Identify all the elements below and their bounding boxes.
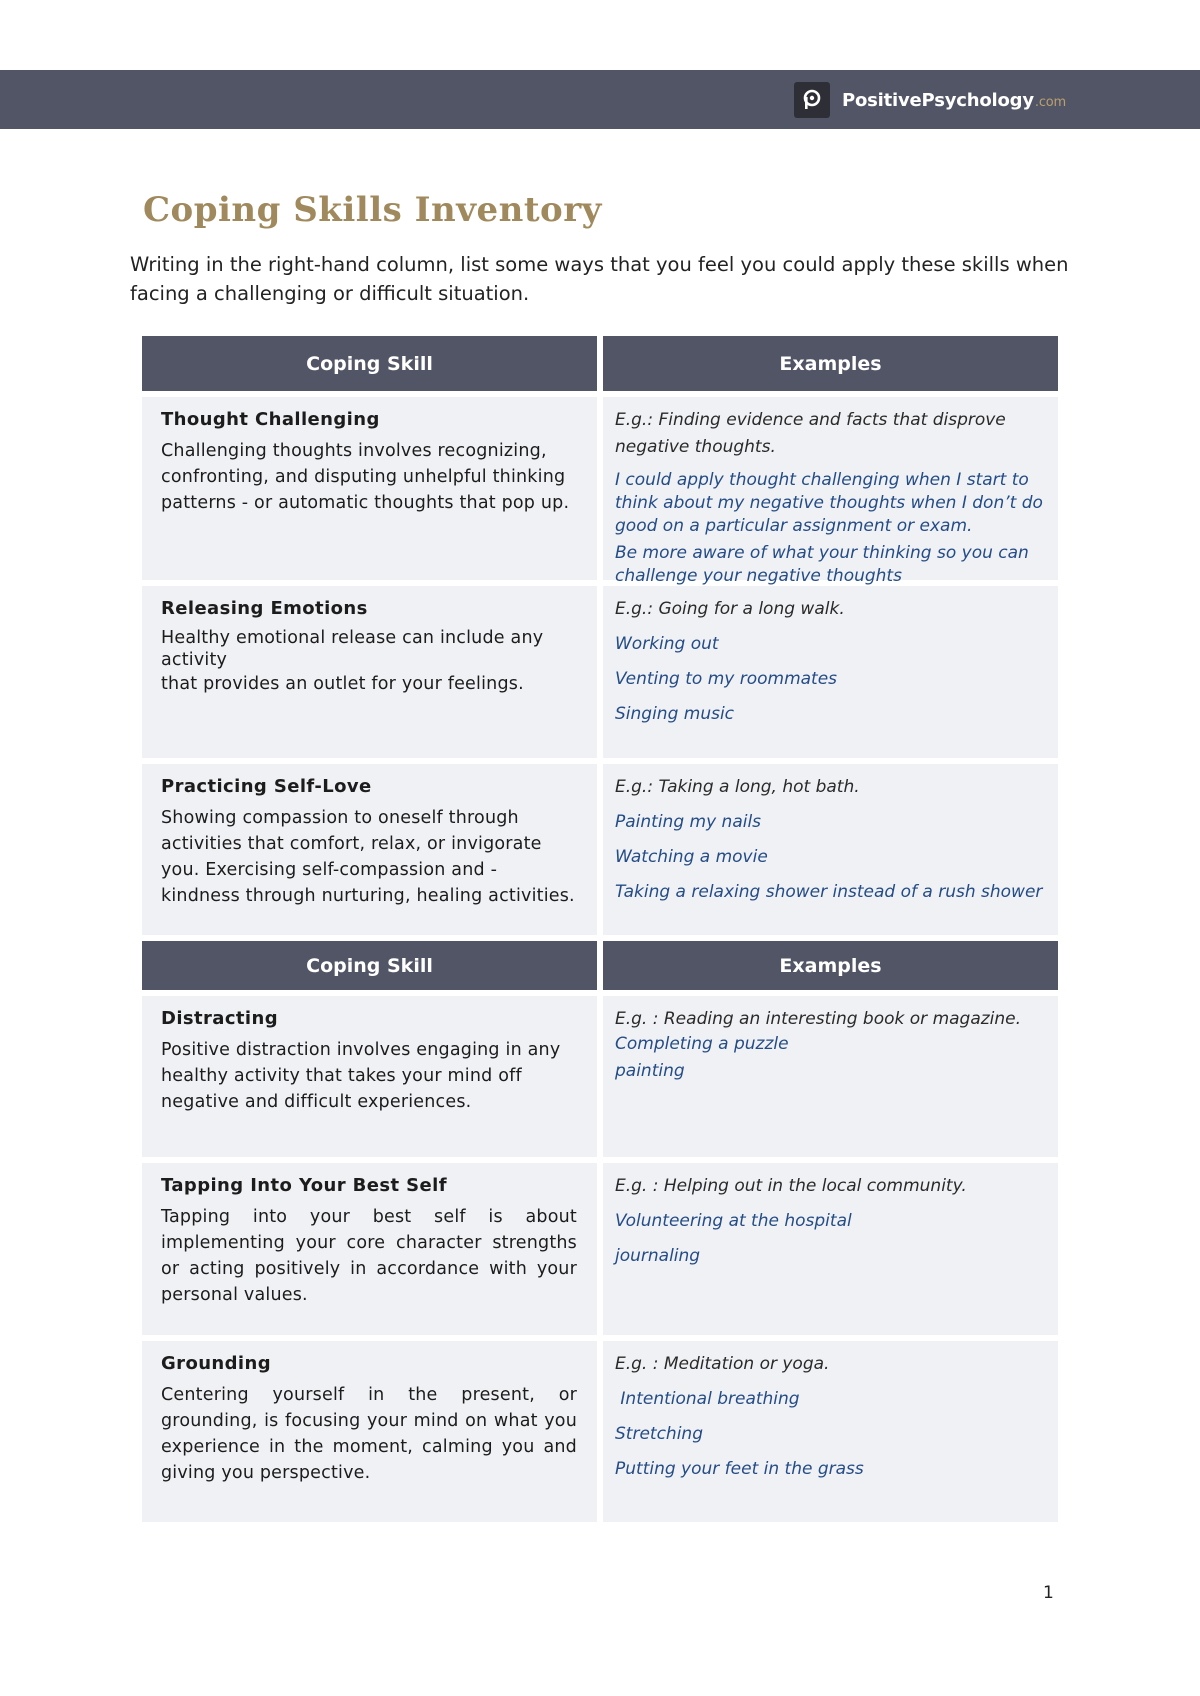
brand-name: PositivePsychology.com	[842, 89, 1066, 111]
skill-cell	[142, 586, 597, 758]
examples-cell[interactable]	[603, 1163, 1058, 1335]
intro-text: Writing in the right-hand column, list some ways that you feel you could apply these skills when facing a challenging or difficult situation.	[130, 253, 1069, 305]
table-row	[142, 1163, 1058, 1335]
page-title: Coping Skills Inventory	[143, 190, 602, 230]
table-row	[142, 586, 1058, 758]
answer-text: Working out	[615, 634, 719, 654]
skill-description: Challenging thoughts involves recognizing, confronting, and disputing unhelpful thinking patterns - or automatic thoughts that pop up.	[161, 441, 570, 513]
skill-name: Distracting	[161, 1008, 278, 1029]
skill-cell	[142, 1163, 597, 1335]
example-prompt: E.g. : Meditation or yoga.	[615, 1354, 830, 1374]
answer-text: I could apply thought challenging when I start to think about my negative thoughts when I don’t do good on a particular assignment or exam.	[615, 470, 1043, 536]
positive-psychology-logo-icon	[794, 82, 830, 118]
skill-description: Showing compassion to oneself through activities that comfort, relax, or invigorate you. Exercising self-compassion and -kindness through nurturing, healing activities.	[161, 808, 575, 906]
coping-skills-table	[142, 336, 1058, 1528]
skill-cell	[142, 996, 597, 1157]
skill-name: Releasing Emotions	[161, 598, 368, 619]
table-header-row	[142, 336, 1058, 391]
skill-name: Grounding	[161, 1353, 272, 1374]
answer-text: journaling	[615, 1246, 701, 1266]
answer-text: Putting your feet in the grass	[615, 1459, 864, 1479]
skill-name: Tapping Into Your Best Self	[161, 1175, 447, 1196]
examples-cell[interactable]	[603, 764, 1058, 935]
skill-description: Centering yourself in the present, or grounding, is focusing your mind on what you experience in the moment, calming you and giving you perspective.	[161, 1385, 577, 1483]
column-header-examples: Examples	[603, 941, 1058, 990]
skill-description: Positive distraction involves engaging in any healthy activity that takes your mind off negative and difficult experiences.	[161, 1040, 561, 1112]
answer-text: Completing a puzzle	[615, 1034, 789, 1054]
example-prompt: E.g. : Helping out in the local community.	[615, 1176, 967, 1196]
examples-cell[interactable]	[603, 996, 1058, 1157]
page-number: 1	[1043, 1583, 1054, 1603]
answer-text: Be more aware of what your thinking so you can challenge your negative thoughts	[615, 543, 1029, 586]
example-prompt: E.g.: Going for a long walk.	[615, 599, 845, 619]
answer-text: Singing music	[615, 704, 735, 724]
example-prompt: E.g.: Finding evidence and facts that disprove negative thoughts.	[615, 410, 1006, 457]
column-header-examples: Examples	[603, 336, 1058, 391]
column-header-coping-skill: Coping Skill	[142, 336, 597, 391]
answer-text: Watching a movie	[615, 847, 768, 867]
answer-text: Painting my nails	[615, 812, 762, 832]
skill-description: Tapping into your best self is about implementing your core character strengths or acting positively in accordance with your personal values.	[161, 1207, 577, 1305]
answer-text: Volunteering at the hospital	[615, 1211, 852, 1231]
examples-cell[interactable]	[603, 397, 1058, 586]
skill-cell	[142, 397, 597, 580]
brand-suffix: .com	[1034, 94, 1066, 110]
examples-cell[interactable]	[603, 1341, 1058, 1522]
answer-text: Taking a relaxing shower instead of a rush shower	[615, 882, 1043, 902]
brand-logo	[794, 82, 1066, 118]
answer-text: Stretching	[615, 1424, 703, 1444]
skill-cell	[142, 764, 597, 935]
skill-cell	[142, 1341, 597, 1522]
header-bar	[0, 70, 1200, 129]
skill-description: Healthy emotional release can include any activity	[161, 628, 544, 670]
answer-text: painting	[615, 1061, 685, 1081]
answer-text: Venting to my roommates	[615, 669, 838, 689]
table-row	[142, 764, 1058, 935]
answer-text: Intentional breathing	[615, 1389, 800, 1409]
table-row	[142, 996, 1058, 1157]
table-row	[142, 1341, 1058, 1522]
table-header-row	[142, 941, 1058, 990]
column-header-coping-skill: Coping Skill	[142, 941, 597, 990]
examples-cell[interactable]	[603, 586, 1058, 758]
example-prompt: E.g.: Taking a long, hot bath.	[615, 777, 860, 797]
skill-description-continued: that provides an outlet for your feelings.	[161, 674, 524, 694]
example-prompt: E.g. : Reading an interesting book or magazine.	[615, 1009, 1022, 1029]
table-row	[142, 397, 1058, 586]
skill-name: Practicing Self-Love	[161, 776, 372, 797]
skill-name: Thought Challenging	[161, 409, 380, 430]
